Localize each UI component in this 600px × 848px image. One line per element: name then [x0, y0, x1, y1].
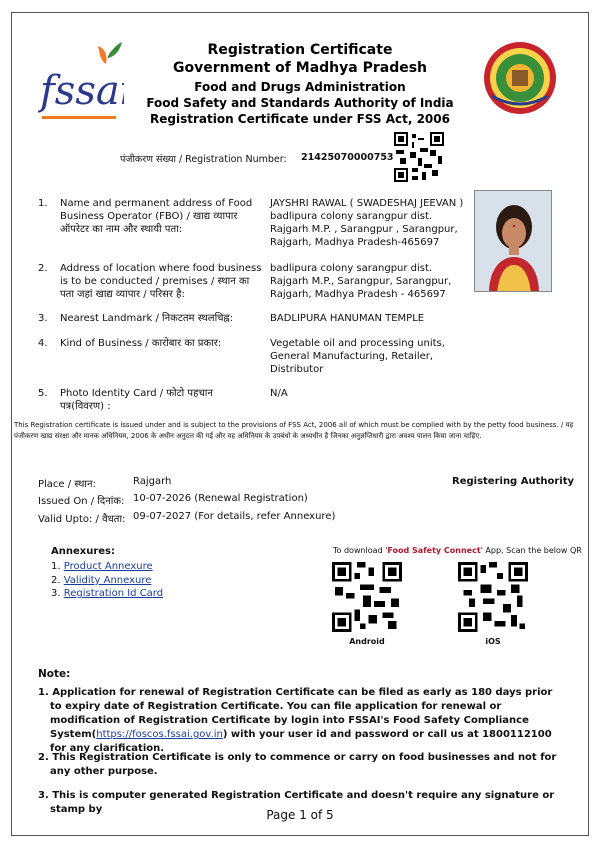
landmark-label: Nearest Landmark / निकटतम स्थलचिह्न:: [60, 313, 234, 324]
place-value: Rajgarh: [133, 476, 172, 487]
detail-number: 3.: [38, 313, 48, 324]
detail-number: 4.: [38, 338, 48, 349]
note-item-renewal: [38, 686, 566, 756]
note-item-purpose: 2. This Registration Certificate is only to commence or carry on food businesses and not for any other purpose.: [38, 752, 557, 777]
authority-name: Food Safety and Standards Authority of India: [146, 96, 454, 110]
photo-id-value: N/A: [270, 388, 288, 399]
legal-disclaimer: This Registration certificate is issued under and is subject to the provisions of FSS Act, 2006 all of which must be complied with by the petty food business. / यह पंजीकरण खाद्य संरक्षा और मानक अधिनियम, 2006 के अधीन अनुदत्त की गई और वह अधिनियम के उपबंधो के अध्यधीन है जिनका अनुज्ञप्तिधारी द्वारा अवश्य पालन किया जाना चाहिए.: [14, 421, 574, 440]
registration-number-label: पंजीकरण संख्या / Registration Number:: [120, 154, 287, 165]
annexure-number: 1.: [51, 561, 61, 572]
issued-on-label: Issued On / दिनांक:: [38, 496, 125, 507]
fbo-name-address-value: JAYSHRI RAWAL ( SWADESHAJ JEEVAN ) badlipura colony sarangpur dist. Rajgarh M.P. , Sarangpur , Sarangpur, Rajgarh, Madhya Pradesh-465697: [270, 198, 464, 248]
valid-upto-label: Valid Upto: / वैधता:: [38, 514, 126, 525]
foscos-link[interactable]: https://foscos.fssai.gov.in: [96, 729, 223, 740]
annexure-item: [51, 561, 153, 572]
issued-on-value: 10-07-2026 (Renewal Registration): [133, 493, 308, 504]
note-title: Note:: [38, 668, 71, 680]
note-renewal-text: 1. Application for renewal of Registration Certificate can be filed as early as 180 days prior to expiry date of Registration Certificate. You can file application for renewal or modification of Registration Certificate by login into FSSAI's Food Safety Compliance System(: [38, 687, 553, 740]
annexure-number: 2.: [51, 575, 61, 586]
product-annexure-link[interactable]: Product Annexure: [63, 561, 153, 572]
kind-of-business-label: Kind of Business / कारोबार का प्रकार:: [60, 338, 222, 349]
registering-authority: Registering Authority: [452, 476, 574, 487]
registration-qr-code: [394, 132, 444, 182]
business-location-label: Address of location where food business is to be conducted / premises / स्थान का पता जहां खाद्य व्यापार / परिसर है:: [60, 263, 262, 300]
download-prefix: To download ': [333, 546, 388, 555]
detail-number: 5.: [38, 388, 48, 399]
kind-of-business-value: Vegetable oil and processing units, General Manufacturing, Retailer, Distributor: [270, 338, 445, 375]
business-location-value: badlipura colony sarangpur dist. Rajgarh M.P., Sarangpur, Sarangpur, Rajgarh, Madhya Pradesh - 465697: [270, 263, 452, 300]
note-item-computer-generated: 3. This is computer generated Registration Certificate and doesn't require any signature or stamp by: [38, 790, 555, 815]
fbo-photo: [474, 190, 552, 292]
page-number: Page 1 of 5: [266, 808, 334, 822]
annexure-number: 3.: [51, 588, 61, 599]
annexure-item: [51, 575, 151, 586]
android-label: Android: [349, 637, 385, 646]
fbo-name-address-label: Name and permanent address of Food Business Operator (FBO) / खाद्य व्यापार ऑपरेटर का नाम और स्थायी पता:: [60, 198, 253, 235]
svg-text:fssai: fssai: [40, 68, 124, 114]
fssai-logo: [38, 40, 124, 124]
government-name: Government of Madhya Pradesh: [172, 60, 428, 76]
detail-number: 1.: [38, 198, 48, 209]
annexures-title: Annexures:: [51, 546, 115, 557]
ios-label: iOS: [485, 637, 501, 646]
download-suffix: ' App, Scan the below QR: [480, 546, 582, 555]
photo-id-label: Photo Identity Card / फोटो पहचान पत्र(विवरण) :: [60, 388, 213, 412]
department-name: Food and Drugs Administration: [194, 80, 406, 94]
landmark-value: BADLIPURA HANUMAN TEMPLE: [270, 313, 425, 324]
registration-id-card-link[interactable]: Registration Id Card: [63, 588, 164, 599]
app-name: Food Safety Connect: [387, 546, 481, 555]
app-download-instructions: [333, 546, 582, 555]
place-label: Place / स्थान:: [38, 479, 96, 490]
validity-annexure-link[interactable]: Validity Annexure: [63, 575, 152, 586]
note-renewal-text-end: ) with your user id and password or call us at 1800112100 for any clarification.: [50, 729, 552, 754]
certificate-title: Registration Certificate: [207, 42, 393, 58]
certificate-subtitle: Registration Certificate under FSS Act, 2006: [150, 112, 450, 126]
state-emblem-seal: [482, 40, 558, 116]
android-app-qr-code[interactable]: [332, 562, 402, 632]
valid-upto-value: 09-07-2027 (For details, refer Annexure): [133, 511, 336, 522]
annexure-item: [51, 588, 163, 599]
registration-number-value: 21425070000753: [301, 152, 394, 163]
detail-number: 2.: [38, 263, 48, 274]
ios-app-qr-code[interactable]: [458, 562, 528, 632]
